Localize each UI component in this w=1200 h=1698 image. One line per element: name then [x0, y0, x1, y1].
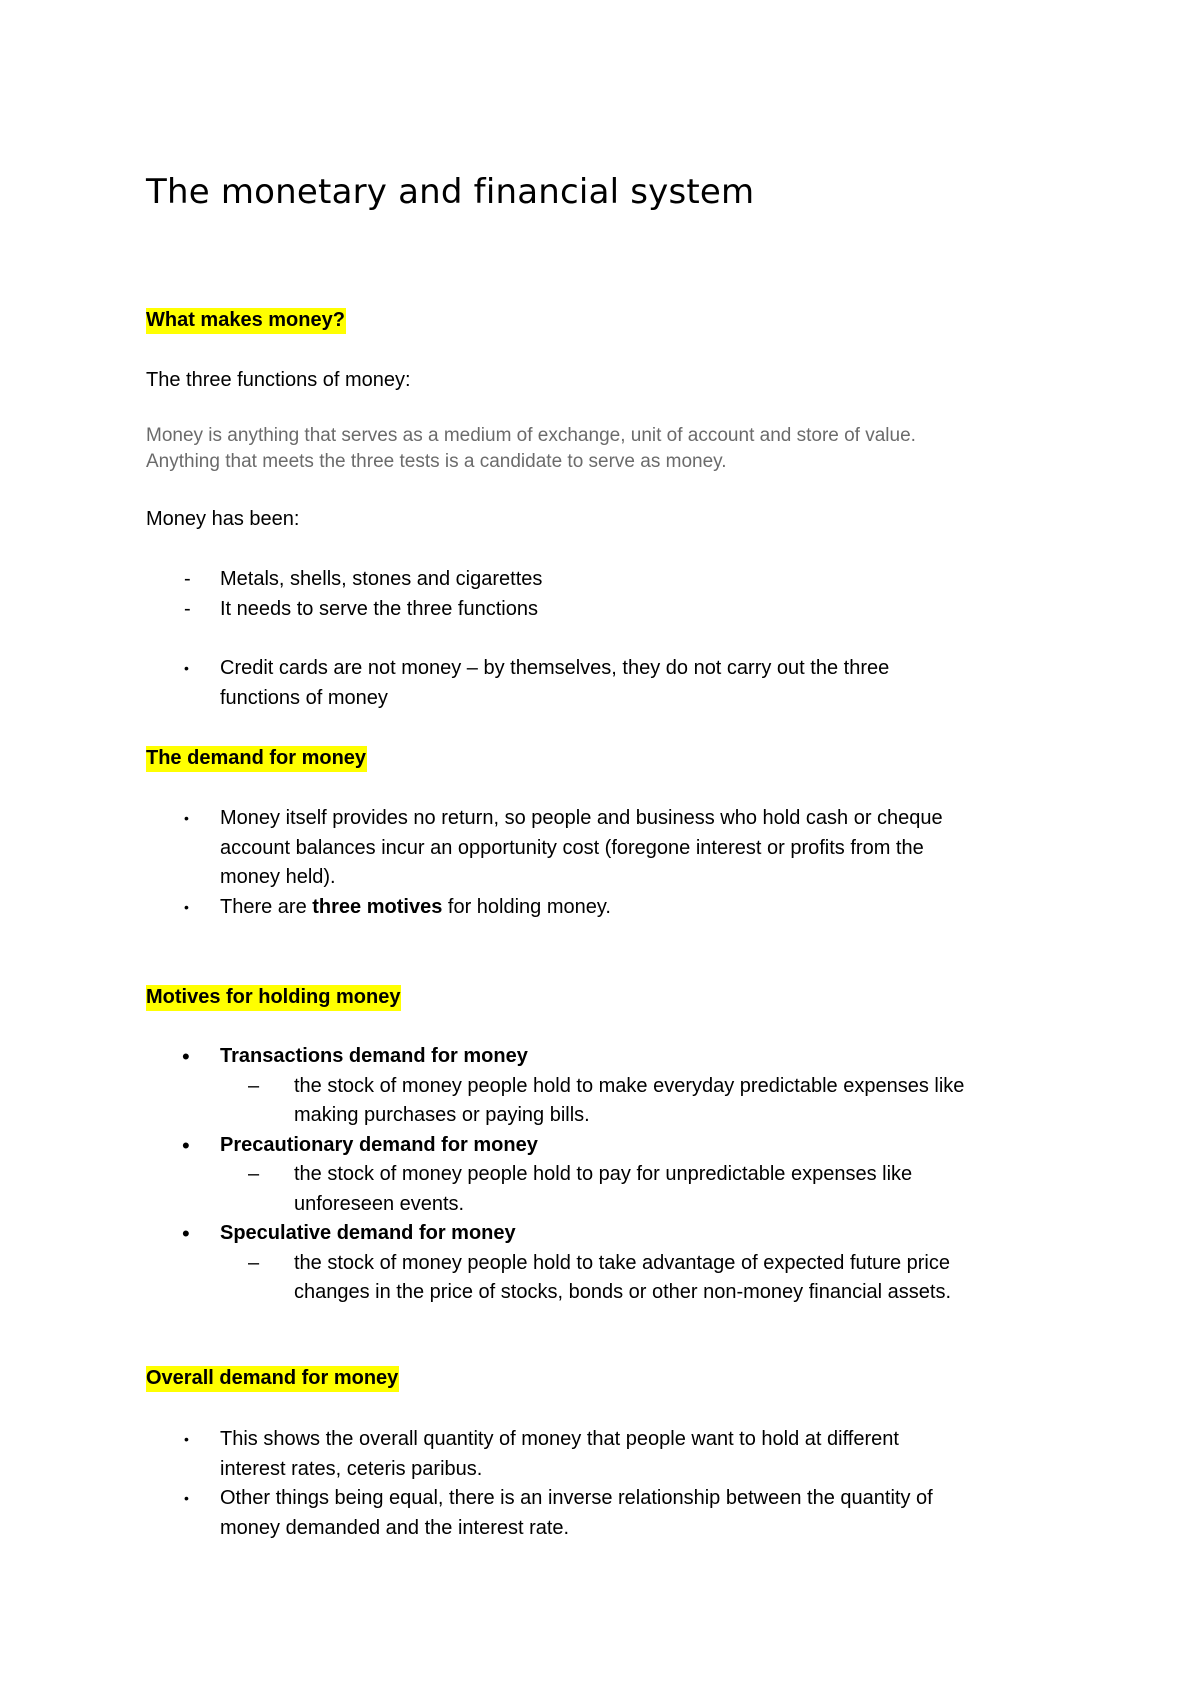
definition-line-2: Anything that meets the three tests is a candidate to serve as money. — [146, 451, 727, 472]
money-has-been-label: Money has been: — [146, 508, 300, 530]
list-item: – the stock of money people hold to take advantage of expected future price changes in the price of stocks, bonds or other non-money financial assets. — [248, 1251, 952, 1303]
list-item: - It needs to serve the three functions — [184, 597, 538, 620]
list-item: • Money itself provides no return, so people and business who hold cash or cheque account balances incur an opportunity cost (foregone interest or profits from the money held). — [184, 807, 943, 888]
section-heading-motives: Motives for holding money — [146, 985, 401, 1009]
list-item: • Speculative demand for money — [182, 1221, 516, 1246]
list-item: – the stock of money people hold to pay for unpredictable expenses like unforeseen events. — [248, 1163, 913, 1215]
section-heading-demand-for-money: The demand for money — [146, 746, 367, 770]
page-title: The monetary and financial system — [146, 172, 755, 212]
overall-bullet-list — [146, 1425, 1066, 1543]
list-item: • Transactions demand for money — [182, 1044, 528, 1069]
credit-card-bullet-list — [146, 654, 1066, 713]
demand-bullet-list — [146, 804, 1066, 922]
list-item: • There are three motives for holding money. — [184, 895, 611, 918]
section-heading-what-makes-money: What makes money? — [146, 308, 346, 332]
list-item: • Credit cards are not money – by themselves, they do not carry out the three functions of money — [184, 657, 890, 709]
dash-list — [146, 565, 1066, 624]
definition-line-1: Money is anything that serves as a medium of exchange, unit of account and store of value. — [146, 425, 916, 446]
list-item: • This shows the overall quantity of money that people want to hold at different interest rates, ceteris paribus. — [184, 1428, 899, 1480]
motives-list — [146, 1042, 1066, 1308]
section-heading-overall-demand: Overall demand for money — [146, 1366, 399, 1390]
list-item: • Other things being equal, there is an inverse relationship between the quantity of money demanded and the interest rate. — [184, 1487, 933, 1539]
list-item: - Metals, shells, stones and cigarettes — [184, 568, 543, 590]
list-item: – the stock of money people hold to make everyday predictable expenses like making purchases or paying bills. — [248, 1074, 965, 1126]
list-item: • Precautionary demand for money — [182, 1132, 538, 1158]
functions-label: The three functions of money: — [146, 369, 411, 391]
